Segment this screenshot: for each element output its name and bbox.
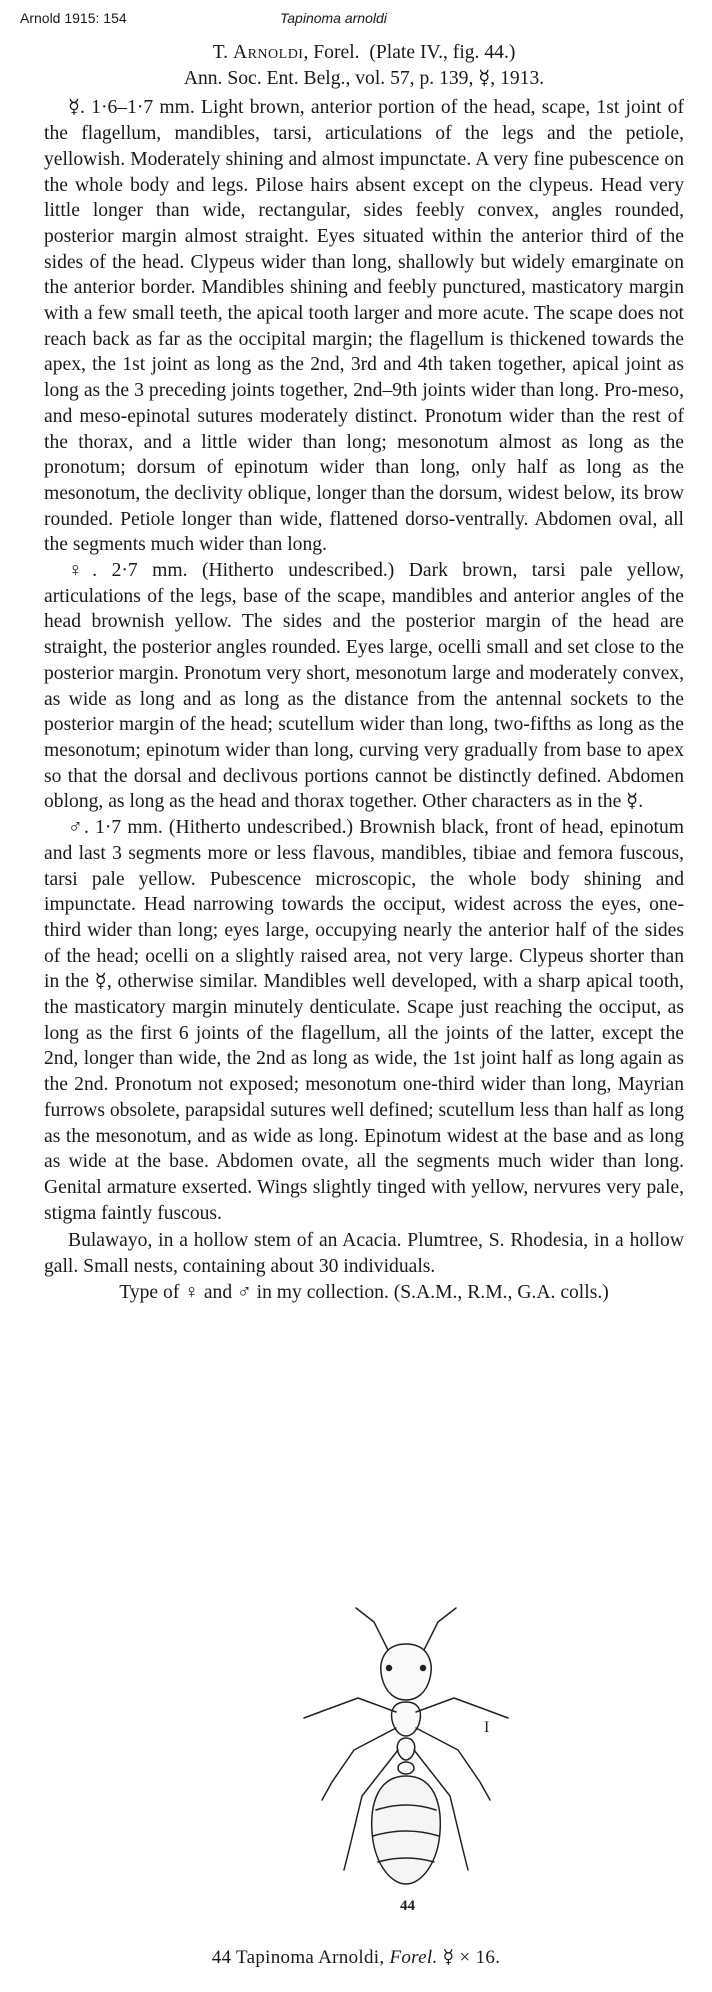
- species-description: [44, 40, 684, 1305]
- running-header: [20, 10, 680, 30]
- plate-reference: (Plate IV., fig. 44.): [369, 42, 516, 63]
- figure-caption: 44 Tapinoma Arnoldi, Forel. ☿ × 16.: [211, 1947, 501, 1968]
- ant-illustration: [296, 1600, 556, 1930]
- caption-authority: Forel.: [389, 1947, 438, 1968]
- worker-description: ☿. 1·6–1·7 mm. Light brown, anterior portion of the head, scape, 1st joint of the flagellum, mandibles, tarsi, articulations of the legs and the petiole, yellowish. Moderately shining and almost impunctate. A very fine pubescence on the whole body and legs. Pilose hairs absent except on the clypeus. Head very little longer than wide, rectangular, sides feebly convex, angles rounded, posterior margin almost straight. Eyes situated within the anterior third of the sides of the head. Clypeus wider than long, shallowly but widely emarginate on the anterior border. Mandibles shining and feebly punctured, masticatory margin with a few small teeth, the apical tooth larger and more acute. The scape does not reach back as far as the occipital margin; the flagellum is thickened towards the apex, the 1st joint as long as the 2nd, 3rd and 4th taken together, apical joint as long as the 3 preceding joints together, 2nd–9th joints wider than long. Pro-meso, and meso-epinotal sutures moderately distinct. Pronotum wider than the rest of the thorax, and a little wider than long; mesonotum almost as long as the pronotum; dorsum of epinotum wider than long, only half as long as the mesonotum, the declivity oblique, longer than the dorsum, widest below, its brow rounded. Petiole longer than wide, flattened dorso-ventrally. Abdomen oval, all the segments much wider than long.: [44, 97, 684, 556]
- locality-note: Bulawayo, in a hollow stem of an Acacia. Plumtree, S. Rhodesia, in a hollow gall. Small nests, containing about 30 individuals.: [44, 1230, 684, 1278]
- species-name-header: Tapinoma arnoldi: [280, 10, 387, 26]
- author-name: Arnoldi: [232, 42, 304, 63]
- right-front-leg: [416, 1698, 508, 1718]
- species-title: T. Arnoldi, Forel. (Plate IV., fig. 44.): [212, 42, 516, 63]
- ant-gaster: [372, 1776, 441, 1884]
- source-reference: Arnold 1915: 154: [20, 10, 127, 26]
- ant-thorax: [392, 1702, 421, 1736]
- ant-head: [381, 1644, 431, 1700]
- left-front-leg: [304, 1698, 396, 1718]
- female-description: ♀. 2·7 mm. (Hitherto undescribed.) Dark brown, tarsi pale yellow, articulations of the legs, base of the scape, mandibles and anterior angles of the head brownish yellow. The sides and the posterior margin of the head are straight, the posterior angles rounded. Eyes large, ocelli small and set close to the posterior margin. Pronotum very short, mesonotum large and moderately convex, as wide as long and as long as the distance from the antennal sockets to the posterior margin of the head; scutellum wider than long, two-fifths as long as the mesonotum; epinotum wider than long, curving very gradually from base to apex so that the dorsal and declivous portions cannot be distinctly defined. Abdomen oblong, as long as the head and thorax together. Other characters as in the ☿.: [44, 560, 684, 813]
- male-description: ♂. 1·7 mm. (Hitherto undescribed.) Brownish black, front of head, epinotum and last 3 segments more or less flavous, mandibles, tibiae and femora fuscous, tarsi pale yellow. Pubescence microscopic, the whole body shining and impunctate. Head narrowing towards the occiput, widest across the eyes, one-third wider than long; eyes large, occupying nearly the anterior half of the sides of the head; ocelli on a slightly raised area, not very large. Clypeus shorter than in the ☿, otherwise similar. Mandibles well developed, with a sharp apical tooth, the masticatory margin minutely denticulate. Scape just reaching the occiput, as long as the first 6 joints of the flagellum, all the joints of the latter, except the 2nd, longer than wide, the 2nd as long as wide, the 1st joint half as long again as the 2nd. Pronotum not exposed; mesonotum one-third wider than long, Mayrian furrows obsolete, parapsidal sutures well defined; scutellum less than half as long as the mesonotum, and as wide as long. Epinotum widest at the base and as long as wide at the base. Abdomen ovate, all the segments much wider than long. Genital armature exserted. Wings slightly tinged with yellow, nervures very pale, stigma faintly fuscous.: [44, 817, 684, 1224]
- right-antenna: [424, 1608, 456, 1650]
- citation: Ann. Soc. Ent. Belg., vol. 57, p. 139, ☿, 1913.: [183, 67, 545, 89]
- type-note: Type of ♀ and ♂ in my collection. (S.A.M., R.M., G.A. colls.): [119, 1281, 609, 1303]
- figure-number: 44: [400, 1898, 415, 1914]
- left-antenna: [356, 1608, 388, 1650]
- ant-petiole: [398, 1762, 414, 1774]
- scale-mark: I: [484, 1719, 490, 1736]
